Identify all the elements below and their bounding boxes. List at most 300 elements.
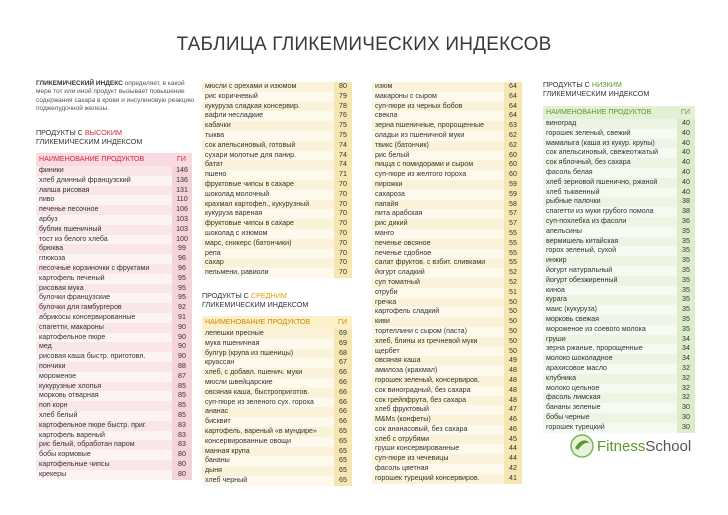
product-name: манная крупа: [202, 447, 334, 457]
gi-value: 35: [677, 246, 695, 256]
product-name: бублик пшеничный: [36, 225, 172, 235]
gi-value: 50: [504, 307, 522, 317]
table-row: [36, 293, 192, 303]
table-row: [372, 464, 522, 474]
table-row: [202, 131, 352, 141]
table-row: [202, 268, 352, 278]
product-name: лапша рисовая: [36, 186, 172, 196]
gi-value: 80: [172, 470, 192, 480]
table-row: [372, 327, 522, 337]
gi-value: 38: [677, 197, 695, 207]
gi-value: 46: [504, 415, 522, 425]
product-name: хлеб черный: [202, 476, 334, 486]
header-gi: ГИ: [677, 106, 695, 119]
gi-value: 70: [334, 200, 352, 210]
product-name: булочки для гамбургеров: [36, 303, 172, 313]
gi-value: 85: [172, 382, 192, 392]
header-name: НАИМЕНОВАНИЕ ПРОДУКТОВ: [543, 106, 677, 119]
table-row: [372, 376, 522, 386]
gi-value: 67: [334, 358, 352, 368]
gi-value: 30: [677, 413, 695, 423]
gi-value: 88: [172, 362, 192, 372]
product-name: рыбные палочки: [543, 197, 677, 207]
group-suffix: ГЛИКЕМИЧЕСКИМ ИНДЕКСОМ: [36, 136, 143, 146]
table-row: [543, 335, 695, 345]
product-name: виноград: [543, 119, 677, 129]
product-name: горошек турецкий консервиров.: [372, 474, 504, 484]
product-name: сок апельсиновый, свежеотжатый: [543, 148, 677, 158]
product-name: картофель, вареный «в мундире»: [202, 427, 334, 437]
product-name: пшено: [202, 170, 334, 180]
gi-value: 65: [334, 437, 352, 447]
table-row: [36, 333, 192, 343]
gi-value: 85: [172, 411, 192, 421]
gi-value: 65: [334, 427, 352, 437]
table-row: [543, 237, 695, 247]
gi-value: 80: [334, 82, 352, 92]
product-name: лепешки пресные: [202, 329, 334, 339]
table-row: [372, 415, 522, 425]
product-name: фасоль цветная: [372, 464, 504, 474]
product-name: рис дикий: [372, 219, 504, 229]
product-name: мед: [36, 342, 172, 352]
product-name: бобы кормовые: [36, 450, 172, 460]
group-suffix: ГЛИКЕМИЧЕСКИМ ИНДЕКСОМ: [202, 299, 309, 309]
product-name: хлеб зерновой пшенично, ржаной: [543, 178, 677, 188]
table-row: [202, 378, 352, 388]
table-row: [543, 403, 695, 413]
table-row: [202, 258, 352, 268]
gi-value: 75: [334, 121, 352, 131]
gi-value: 36: [677, 217, 695, 227]
group-prefix: ПРОДУКТЫ С: [36, 128, 85, 137]
table-row: [543, 158, 695, 168]
product-name: кукуруза сладкая консервир.: [202, 102, 334, 112]
table-row: [202, 111, 352, 121]
table-row: [36, 411, 192, 421]
product-name: апельсины: [543, 227, 677, 237]
table-row: [36, 176, 192, 186]
product-name: тортеллини с сыром (паста): [372, 327, 504, 337]
table-row: [372, 82, 522, 92]
product-name: груши: [543, 335, 677, 345]
product-name: мороженое: [36, 372, 172, 382]
table-row: [372, 200, 522, 210]
gi-value: 35: [677, 325, 695, 335]
gi-value: 100: [172, 235, 192, 245]
product-name: молоко цельное: [543, 384, 677, 394]
gi-value: 45: [504, 435, 522, 445]
table-row: [202, 121, 352, 131]
table-row: [372, 396, 522, 406]
gi-value: 32: [677, 384, 695, 394]
table-row: [543, 246, 695, 256]
table-row: [202, 349, 352, 359]
table-row: [372, 249, 522, 259]
table-row: [543, 286, 695, 296]
gi-value: 59: [504, 180, 522, 190]
gi-value: 95: [172, 293, 192, 303]
low-gi-table: [543, 106, 695, 433]
table-row: [36, 264, 192, 274]
product-name: рис коричневый: [202, 92, 334, 102]
table-row: [202, 249, 352, 259]
gi-value: 65: [334, 476, 352, 486]
table-row: [36, 470, 192, 480]
gi-value: 35: [677, 256, 695, 266]
table-row: [372, 386, 522, 396]
product-name: щербет: [372, 347, 504, 357]
table-row: [372, 92, 522, 102]
gi-value: 95: [172, 284, 192, 294]
table-row: [372, 307, 522, 317]
product-name: картофельные чипсы: [36, 460, 172, 470]
product-name: абрикосы консервированные: [36, 313, 172, 323]
table-row: [202, 437, 352, 447]
table-row: [372, 102, 522, 112]
product-name: бананы: [202, 456, 334, 466]
table-row: [36, 323, 192, 333]
product-name: дыня: [202, 466, 334, 476]
product-name: арбуз: [36, 215, 172, 225]
table-row: [543, 315, 695, 325]
table-row: [372, 337, 522, 347]
gi-value: 70: [334, 219, 352, 229]
product-name: йогурт обезжиренный: [543, 276, 677, 286]
table-row: [372, 170, 522, 180]
table-row: [202, 368, 352, 378]
table-row: [202, 407, 352, 417]
gi-value: 55: [504, 249, 522, 259]
product-name: круассан: [202, 358, 334, 368]
gi-value: 80: [172, 460, 192, 470]
table-row: [202, 170, 352, 180]
table-row: [202, 151, 352, 161]
product-name: фасоль лимская: [543, 393, 677, 403]
product-name: сок грейпфрута, без сахара: [372, 396, 504, 406]
table-row: [36, 215, 192, 225]
table-row: [36, 362, 192, 372]
table-row: [372, 454, 522, 464]
table-row: [202, 160, 352, 170]
gi-value: 40: [677, 129, 695, 139]
table-row: [543, 217, 695, 227]
product-name: салат фруктов. с взбит. сливками: [372, 258, 504, 268]
gi-value: 35: [677, 237, 695, 247]
product-name: брюква: [36, 244, 172, 254]
group-prefix: ПРОДУКТЫ С: [202, 291, 251, 300]
table-row: [202, 388, 352, 398]
product-name: рисовая мука: [36, 284, 172, 294]
product-name: пельмени, равиоли: [202, 268, 334, 278]
gi-value: 103: [172, 215, 192, 225]
product-name: макароны с сыром: [372, 92, 504, 102]
product-name: фасоль белая: [543, 168, 677, 178]
product-name: M&Ms (конфеты): [372, 415, 504, 425]
product-name: морковь отварная: [36, 391, 172, 401]
gi-value: 41: [504, 474, 522, 484]
table-row: [372, 190, 522, 200]
gi-value: 40: [677, 168, 695, 178]
product-name: мамалыга (каша из кукур. крупы): [543, 139, 677, 149]
gi-value: 103: [172, 225, 192, 235]
gi-value: 50: [504, 337, 522, 347]
product-name: суп-пюре из черных бобов: [372, 102, 504, 112]
product-name: шоколад с изюмом: [202, 229, 334, 239]
table-row: [372, 229, 522, 239]
intro-text: [36, 80, 196, 114]
product-name: песочные корзиночки с фруктами: [36, 264, 172, 274]
product-name: хлеб тыквенный: [543, 188, 677, 198]
gi-value: 70: [334, 268, 352, 278]
product-name: хлеб, блины из гречневой муки: [372, 337, 504, 347]
table-row: [372, 209, 522, 219]
product-name: киви: [372, 317, 504, 327]
product-name: репа: [202, 249, 334, 259]
gi-value: 55: [504, 229, 522, 239]
gi-value: 96: [172, 264, 192, 274]
gi-value: 49: [504, 356, 522, 366]
table-row: [372, 317, 522, 327]
gi-value: 48: [504, 396, 522, 406]
gi-value: 42: [504, 464, 522, 474]
gi-value: 74: [334, 141, 352, 151]
table-row: [543, 207, 695, 217]
product-name: сок виноградный, без сахара: [372, 386, 504, 396]
table-row: [36, 450, 192, 460]
product-name: сок яблочный, без сахара: [543, 158, 677, 168]
gi-value: 65: [334, 447, 352, 457]
table-row: [202, 190, 352, 200]
table-row: [36, 460, 192, 470]
product-name: сок ананасовый, без сахара: [372, 425, 504, 435]
table-row: [543, 256, 695, 266]
gi-value: 70: [334, 190, 352, 200]
product-name: хлеб белый: [36, 411, 172, 421]
gi-value: 32: [677, 393, 695, 403]
gi-value: 99: [172, 244, 192, 254]
table-row: [543, 197, 695, 207]
product-name: печенье овсяное: [372, 239, 504, 249]
gi-value: 79: [334, 92, 352, 102]
table-row: [543, 374, 695, 384]
product-name: зерна ржаные, пророщенные: [543, 344, 677, 354]
table-row: [36, 205, 192, 215]
table-row: [543, 178, 695, 188]
gi-value: 68: [334, 349, 352, 359]
gi-value: 83: [172, 440, 192, 450]
group-title-low: [543, 81, 649, 98]
product-name: молоко шоколадное: [543, 354, 677, 364]
product-name: картофельное пюре: [36, 333, 172, 343]
group-title-high: [36, 129, 142, 146]
table-row: [36, 382, 192, 392]
gi-value: 35: [677, 315, 695, 325]
table-row: [202, 229, 352, 239]
page-title: ТАБЛИЦА ГЛИКЕМИЧЕСКИХ ИНДЕКСОВ: [176, 34, 552, 55]
table-row: [36, 352, 192, 362]
table-row: [36, 431, 192, 441]
table-row: [36, 244, 192, 254]
table-row: [543, 344, 695, 354]
gi-value: 87: [172, 372, 192, 382]
product-name: мюсли швейцарские: [202, 378, 334, 388]
logo-part-2: School: [645, 438, 692, 455]
table-row: [372, 160, 522, 170]
gi-value: 70: [334, 258, 352, 268]
gi-value: 66: [334, 368, 352, 378]
intro-bold: ГЛИКЕМИЧЕСКИЙ ИНДЕКС: [36, 80, 123, 87]
gi-value: 64: [504, 111, 522, 121]
gi-value: 57: [504, 209, 522, 219]
product-name: кукуруза вареная: [202, 209, 334, 219]
gi-value: 35: [677, 295, 695, 305]
product-name: пиво: [36, 195, 172, 205]
gi-value: 55: [504, 239, 522, 249]
gi-value: 62: [504, 141, 522, 151]
logo-part-1: Fitness: [597, 438, 646, 455]
group-color-word: ВЫСОКИМ: [84, 128, 122, 137]
table-row: [543, 305, 695, 315]
gi-value: 136: [172, 176, 192, 186]
table-row: [36, 284, 192, 294]
table-row: [372, 405, 522, 415]
gi-value: 92: [172, 303, 192, 313]
gi-value: 71: [334, 170, 352, 180]
gi-value: 34: [677, 335, 695, 345]
gi-value: 95: [172, 274, 192, 284]
product-name: тыква: [202, 131, 334, 141]
product-name: хлеб, с добавл. пшенич. муки: [202, 368, 334, 378]
gi-value: 60: [504, 160, 522, 170]
product-name: папайя: [372, 200, 504, 210]
product-name: курага: [543, 295, 677, 305]
product-name: горошек зеленый, свежий: [543, 129, 677, 139]
gi-value: 65: [334, 466, 352, 476]
product-name: суп томатный: [372, 278, 504, 288]
product-name: печенье сдобное: [372, 249, 504, 259]
table-row: [543, 364, 695, 374]
product-name: финики: [36, 166, 172, 176]
table-row: [202, 427, 352, 437]
product-name: булгур (крупа из пшеницы): [202, 349, 334, 359]
product-name: марс, сникерс (батончики): [202, 239, 334, 249]
table-row: [372, 366, 522, 376]
gi-value: 46: [504, 425, 522, 435]
product-name: картофель печеный: [36, 274, 172, 284]
gi-value: 70: [334, 239, 352, 249]
product-name: хлеб фруктовый: [372, 405, 504, 415]
table-row: [202, 219, 352, 229]
product-name: пицца с помидорами и сыром: [372, 160, 504, 170]
gi-value: 70: [334, 180, 352, 190]
gi-value: 90: [172, 352, 192, 362]
product-name: суп-пюре из желтого гороха: [372, 170, 504, 180]
product-name: амилоза (крахмал): [372, 366, 504, 376]
table-row: [36, 342, 192, 352]
table-row: [543, 119, 695, 129]
product-name: картофель вареный: [36, 431, 172, 441]
table-row: [202, 447, 352, 457]
table-row: [36, 186, 192, 196]
gi-value: 63: [504, 121, 522, 131]
product-name: картофель сладкий: [372, 307, 504, 317]
product-name: киноа: [543, 286, 677, 296]
product-name: горошек зеленый, консервиров.: [372, 376, 504, 386]
group-color-word: НИЗКИМ: [591, 80, 622, 89]
table-row: [543, 413, 695, 423]
table-row: [372, 111, 522, 121]
gi-value: 131: [172, 186, 192, 196]
gi-value: 64: [504, 92, 522, 102]
product-name: шоколад молочный: [202, 190, 334, 200]
table-row: [202, 476, 352, 486]
gi-value: 35: [677, 305, 695, 315]
product-name: овсяная каша: [372, 356, 504, 366]
gi-value: 80: [172, 450, 192, 460]
product-name: вермишель китайская: [543, 237, 677, 247]
table-row: [372, 444, 522, 454]
product-name: рисовая каша быстр. приготовл.: [36, 352, 172, 362]
gi-value: 76: [334, 111, 352, 121]
gi-value: 65: [334, 456, 352, 466]
gi-value: 70: [334, 209, 352, 219]
table-row: [543, 227, 695, 237]
table-row: [202, 82, 352, 92]
product-name: булочки французские: [36, 293, 172, 303]
product-name: поп корн: [36, 401, 172, 411]
product-name: свекла: [372, 111, 504, 121]
group-suffix: ГЛИКЕМИЧЕСКИМ ИНДЕКСОМ: [543, 88, 650, 98]
product-name: сахар: [202, 258, 334, 268]
table-row: [372, 131, 522, 141]
high-gi-table: [36, 153, 192, 480]
gi-value: 40: [677, 158, 695, 168]
gi-value: 44: [504, 454, 522, 464]
table-row: [202, 102, 352, 112]
gi-value: 55: [504, 258, 522, 268]
gi-value: 90: [172, 333, 192, 343]
gi-value: 66: [334, 398, 352, 408]
gi-value: 34: [677, 344, 695, 354]
product-name: овсяная каша, быстроприготов.: [202, 388, 334, 398]
product-name: клубника: [543, 374, 677, 384]
gi-value: 60: [504, 170, 522, 180]
product-name: гречка: [372, 298, 504, 308]
table-row: [36, 421, 192, 431]
gi-value: 69: [334, 329, 352, 339]
table-row: [202, 417, 352, 427]
product-name: крекеры: [36, 470, 172, 480]
logo-wordmark: [597, 438, 691, 455]
gi-value: 35: [677, 227, 695, 237]
table-row: [543, 266, 695, 276]
table-row: [36, 254, 192, 264]
gi-value: 40: [677, 139, 695, 149]
product-name: йогурт натуральный: [543, 266, 677, 276]
table-row: [543, 393, 695, 403]
gi-value: 52: [504, 268, 522, 278]
table-row: [202, 329, 352, 339]
product-name: изюм: [372, 82, 504, 92]
gi-value: 66: [334, 407, 352, 417]
header-name: НАИМЕНОВАНИЕ ПРОДУКТОВ: [36, 153, 172, 166]
product-name: зерна пшеничные, пророщенные: [372, 121, 504, 131]
table-row: [36, 274, 192, 284]
table-row: [372, 258, 522, 268]
gi-value: 91: [172, 313, 192, 323]
product-name: картофельное пюре быстр. приг.: [36, 421, 172, 431]
